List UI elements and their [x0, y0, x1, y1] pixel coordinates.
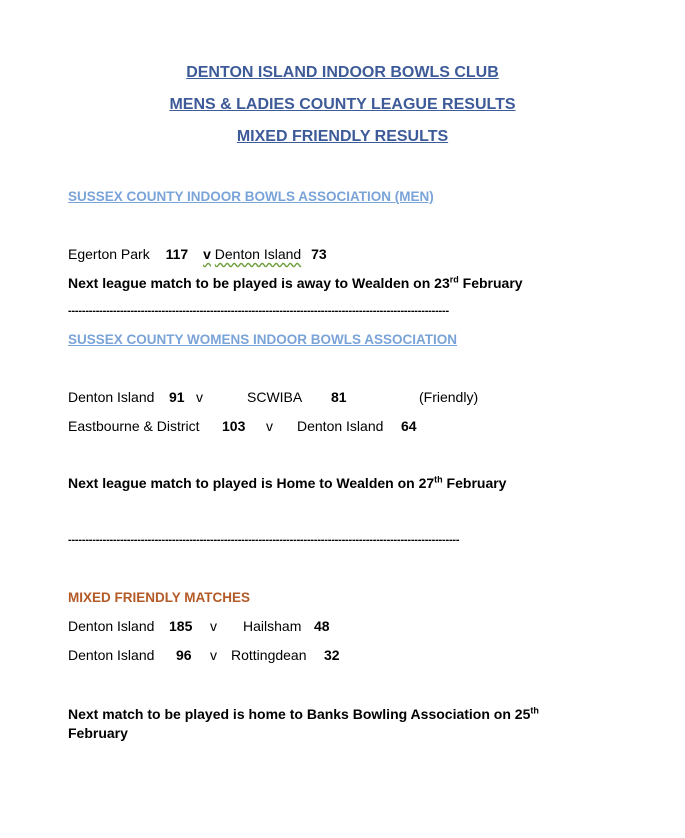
ordinal-suffix: rd	[449, 274, 459, 285]
ordinal-suffix: th	[434, 474, 443, 485]
away-score: 48	[314, 618, 330, 634]
versus: v	[210, 647, 217, 663]
mixed-section-heading: MIXED FRIENDLY MATCHES	[68, 590, 251, 605]
away-team: Hailsham	[243, 618, 302, 634]
away-score: 73	[311, 246, 327, 262]
home-score: 91	[169, 389, 185, 405]
away-team: Rottingdean	[231, 647, 307, 663]
versus: v	[210, 618, 217, 634]
home-team: Denton Island	[68, 647, 155, 663]
men-next-match	[68, 275, 523, 291]
league-title: MENS & LADIES COUNTY LEAGUE RESULTS	[169, 96, 516, 113]
women-section-heading: SUSSEX COUNTY WOMENS INDOOR BOWLS ASSOCIATION	[68, 332, 458, 347]
home-team: Denton Island	[68, 389, 155, 405]
away-score: 64	[401, 418, 417, 434]
men-result-row	[68, 246, 327, 262]
home-score: 117	[165, 246, 189, 262]
versus: v	[203, 246, 211, 262]
away-score: 81	[331, 389, 347, 405]
women-result-row	[68, 418, 200, 434]
mixed-title: MIXED FRIENDLY RESULTS	[236, 128, 449, 145]
women-next-match	[68, 475, 506, 491]
away-team: SCWIBA	[247, 389, 303, 405]
next-match-text: Next league match to be played is away to Wealden on 23	[68, 275, 450, 291]
mixed-next-match	[68, 705, 568, 743]
mixed-result-row	[68, 647, 154, 663]
separator-line: --------------------------------------------------------------------------------------------------------------	[68, 305, 449, 317]
away-team: Denton Island	[214, 246, 302, 262]
ordinal-suffix: th	[530, 705, 539, 716]
women-result-row	[68, 389, 154, 405]
away-score: 32	[324, 647, 340, 663]
mixed-result-row	[68, 618, 154, 634]
away-team: Denton Island	[297, 418, 384, 434]
club-title: DENTON ISLAND INDOOR BOWLS CLUB	[186, 64, 499, 81]
home-team: Eastbourne & District	[68, 418, 200, 434]
separator-line: -----------------------------------------------------------------------------------------------------------------	[68, 534, 460, 546]
home-score: 103	[222, 418, 246, 434]
next-match-text: Next match to be played is home to Banks Bowling Association on 25	[68, 706, 531, 722]
next-match-month: February	[458, 275, 523, 291]
home-score: 96	[176, 647, 192, 663]
men-section-heading: SUSSEX COUNTY INDOOR BOWLS ASSOCIATION (MEN)	[68, 189, 434, 204]
home-team: Denton Island	[68, 618, 155, 634]
next-match-text: Next league match to played is Home to Wealden on 27	[68, 475, 435, 491]
home-score: 185	[169, 618, 193, 634]
match-note: (Friendly)	[419, 389, 479, 405]
home-team: Egerton Park	[68, 246, 150, 262]
next-match-month: February	[442, 475, 507, 491]
versus: v	[196, 389, 203, 405]
versus: v	[266, 418, 273, 434]
next-match-month: February	[68, 725, 128, 741]
